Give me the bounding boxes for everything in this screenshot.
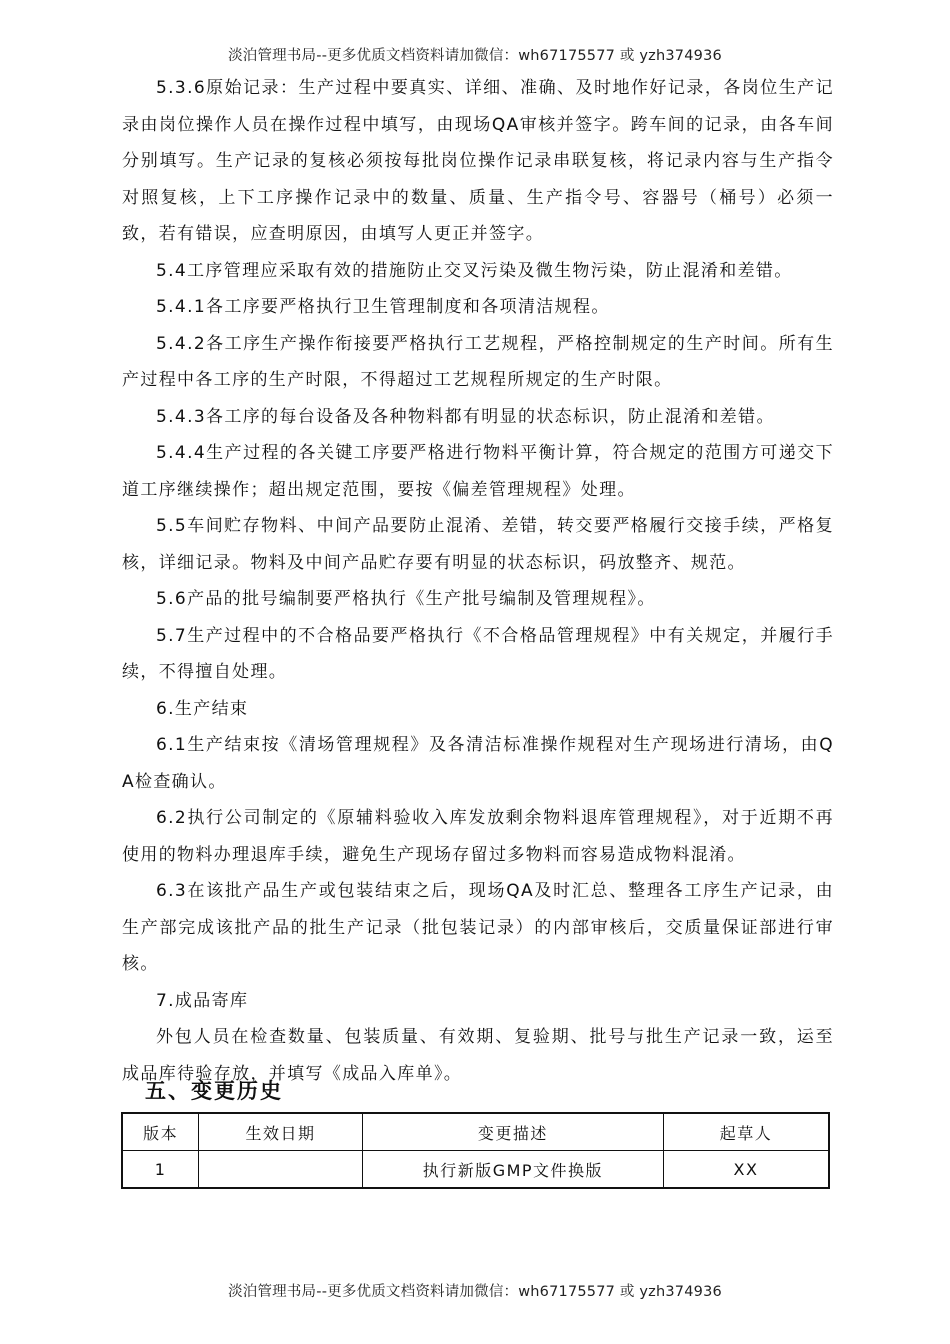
page-header: 淡泊管理书局--更多优质文档资料请加微信：wh67175577 或 yzh374936: [228, 48, 722, 64]
paragraph-5-4-1: 5.4.1各工序要严格执行卫生管理制度和各项清洁规程。: [156, 297, 610, 317]
heading-7-finished-goods: 7.成品寄库: [156, 990, 249, 1011]
paragraph-5-3-6: 5.3.6原始记录：生产过程中要真实、详细、准确、及时地作好记录，各岗位生产记录由岗位操作人员在操作过程中填写，由现场QA审核并签字。跨车间的记录，由各车间分别填写。生产记录的复核必须按每批岗位操作记录串联复核，将记录内容与生产指令对照复核，上下工序操作记录中的数量、质量、生产指令号、容器号（桶号）必须一致，若有错误，应查明原因，由填写人更正并签字。: [122, 78, 834, 244]
paragraph-5-4-4: 5.4.4生产过程的各关键工序要严格进行物料平衡计算，符合规定的范围方可递交下道工序继续操作；超出规定范围，要按《偏差管理规程》处理。: [122, 443, 834, 500]
document-body: [122, 70, 834, 1092]
change-history-heading: 五、变更历史: [145, 1078, 283, 1103]
paragraph-5-7: 5.7生产过程中的不合格品要严格执行《不合格品管理规程》中有关规定，并履行手续，不得擅自处理。: [122, 625, 834, 682]
paragraph-5-4-3: 5.4.3各工序的每台设备及各种物料都有明显的状态标识，防止混淆和差错。: [156, 406, 775, 427]
cell-version: 1: [122, 1151, 199, 1189]
paragraph-6-3: 6.3在该批产品生产或包装结束之后，现场QA及时汇总、整理各工序生产记录，由生产部完成该批产品的批生产记录（批包装记录）的内部审核后，交质量保证部进行审核。: [122, 881, 834, 974]
paragraph-7-body: 外包人员在检查数量、包装质量、有效期、复验期、批号与批生产记录一致，运至成品库待验存放，并填写《成品入库单》。: [122, 1027, 834, 1084]
cell-drafter: XX: [663, 1151, 829, 1189]
heading-6-production-end: 6.生产结束: [156, 698, 249, 719]
change-history-table: [121, 1112, 830, 1189]
column-header-effective-date: 生效日期: [199, 1113, 363, 1151]
column-header-drafter: 起草人: [663, 1113, 829, 1151]
page-footer: 淡泊管理书局--更多优质文档资料请加微信：wh67175577 或 yzh374936: [228, 1284, 722, 1300]
cell-effective-date: [199, 1151, 363, 1189]
cell-change-description: 执行新版GMP文件换版: [362, 1151, 663, 1189]
paragraph-6-2: 6.2执行公司制定的《原辅料验收入库发放剩余物料退库管理规程》，对于近期不再使用的物料办理退库手续，避免生产现场存留过多物料而容易造成物料混淆。: [122, 808, 834, 865]
paragraph-5-5: 5.5车间贮存物料、中间产品要防止混淆、差错，转交要严格履行交接手续，严格复核，详细记录。物料及中间产品贮存要有明显的状态标识，码放整齐、规范。: [122, 516, 834, 573]
table-header-row: [122, 1113, 829, 1151]
paragraph-5-4-2: 5.4.2各工序生产操作衔接要严格执行工艺规程，严格控制规定的生产时间。所有生产过程中各工序的生产时限，不得超过工艺规程所规定的生产时限。: [122, 333, 834, 390]
paragraph-5-4: 5.4工序管理应采取有效的措施防止交叉污染及微生物污染，防止混淆和差错。: [156, 260, 793, 281]
paragraph-5-6: 5.6产品的批号编制要严格执行《生产批号编制及管理规程》。: [156, 589, 656, 609]
column-header-version: 版本: [122, 1113, 199, 1151]
table-row: [122, 1151, 829, 1189]
paragraph-6-1: 6.1生产结束按《清场管理规程》及各清洁标准操作规程对生产现场进行清场，由QA检查确认。: [122, 735, 834, 792]
column-header-change-description: 变更描述: [362, 1113, 663, 1151]
